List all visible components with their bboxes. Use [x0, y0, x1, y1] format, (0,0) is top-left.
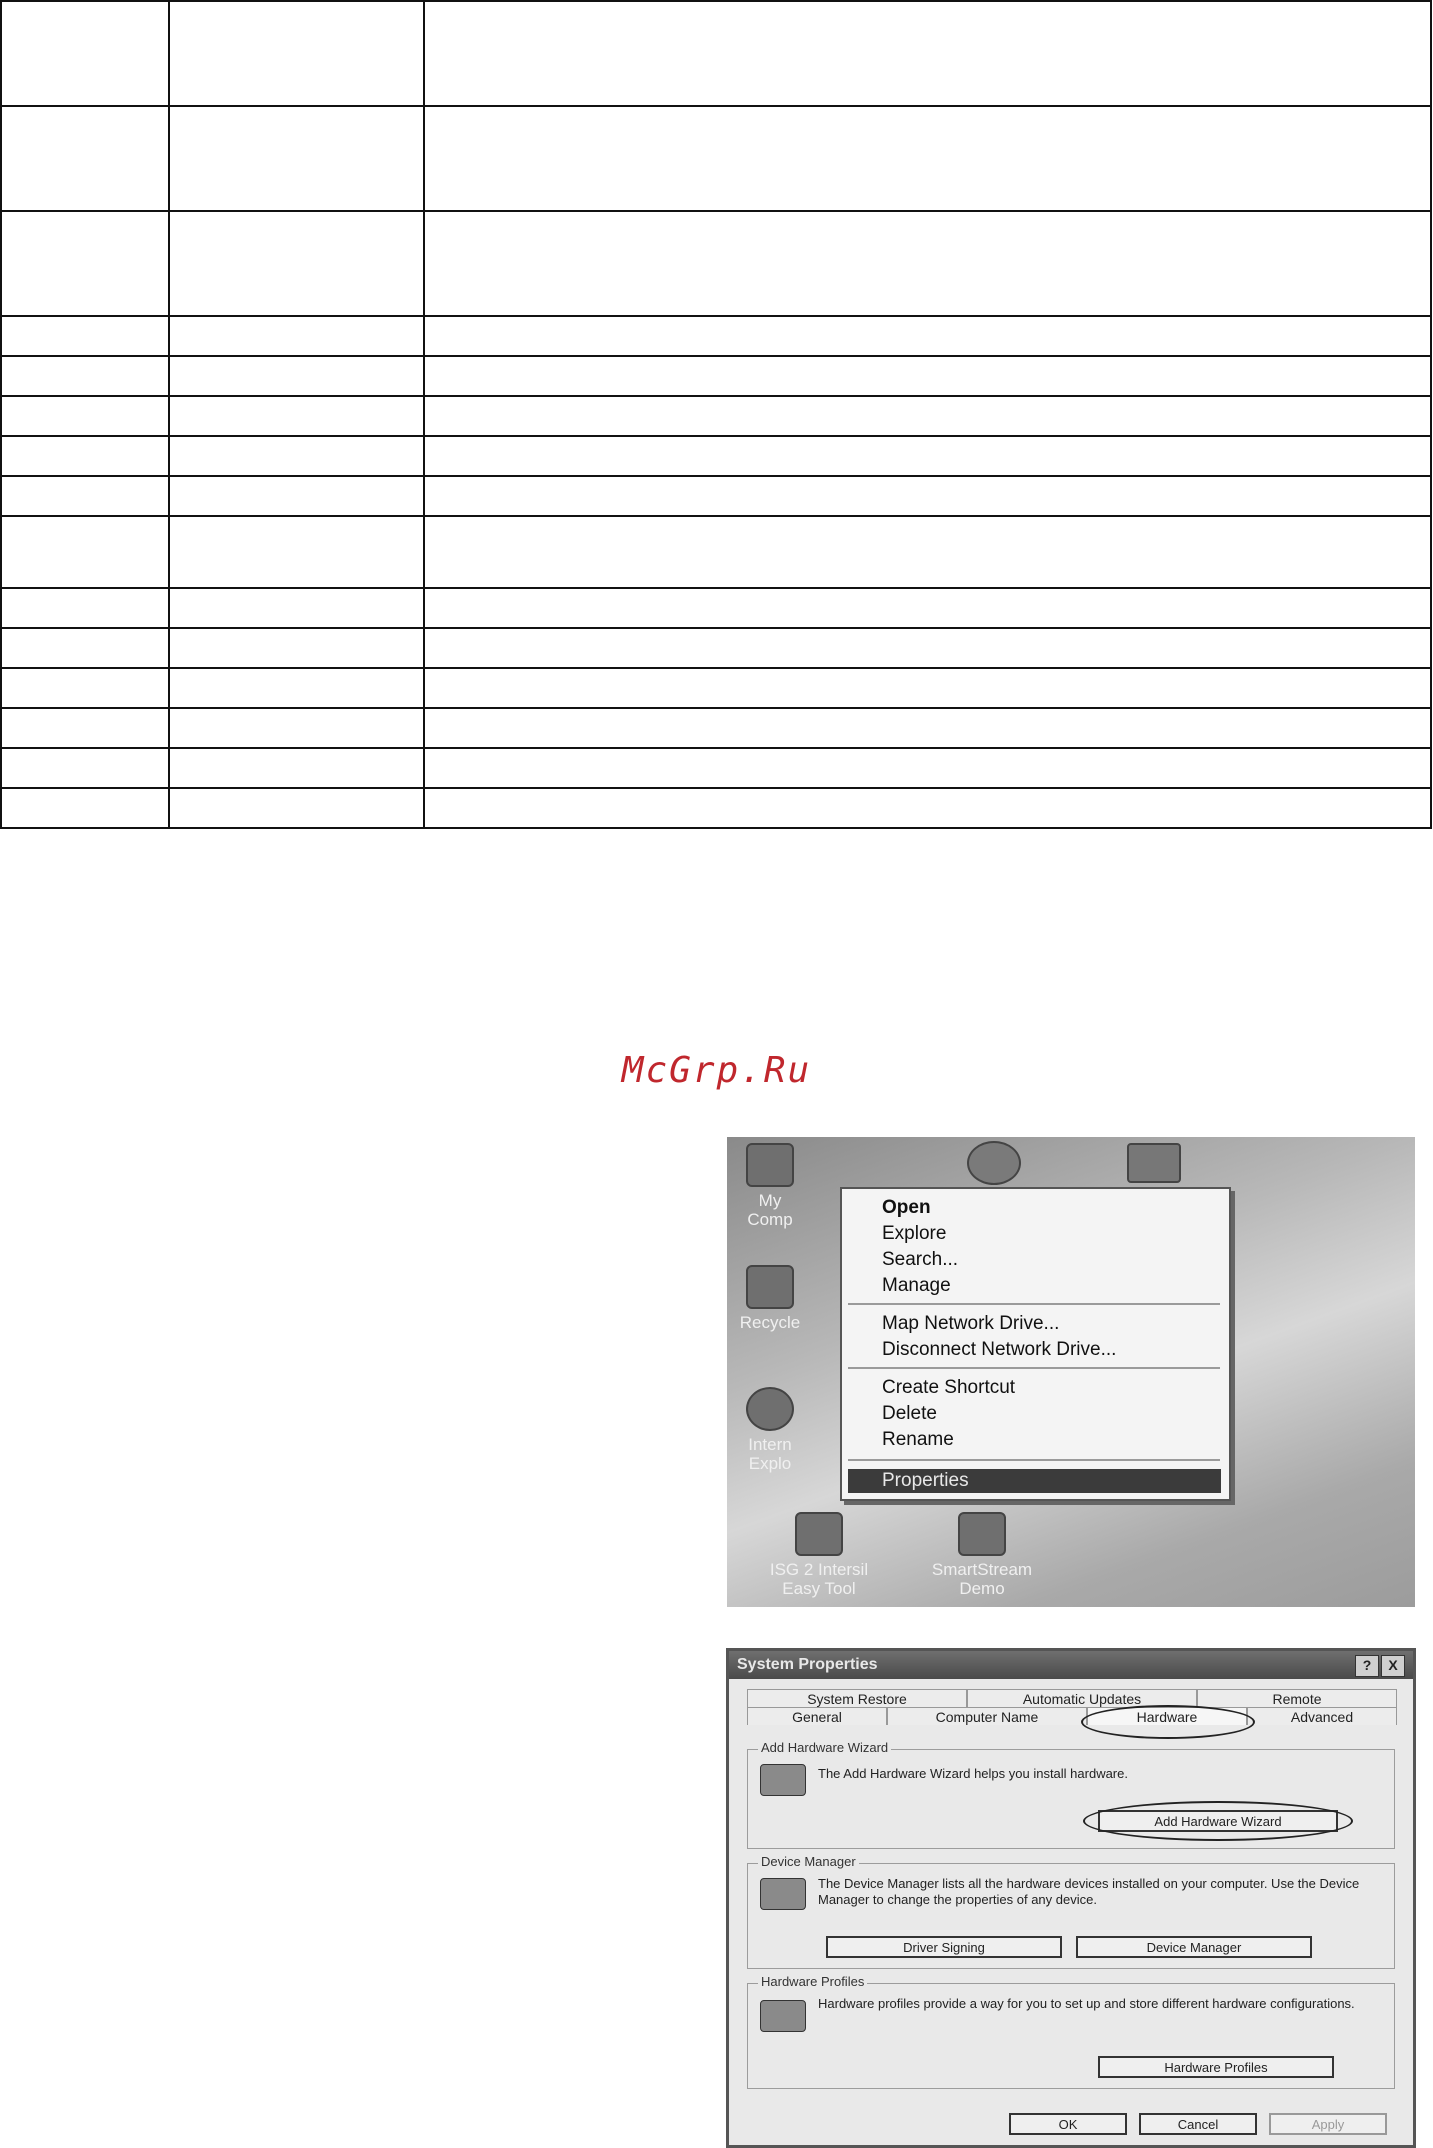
desktop-icon-label: ISG 2 Intersil Easy Tool	[769, 1560, 869, 1598]
context-menu	[840, 1187, 1231, 1501]
vaio-icon	[1127, 1143, 1181, 1183]
help-support-icon	[967, 1141, 1021, 1185]
add-hardware-wizard-button[interactable]: Add Hardware Wizard	[1098, 1810, 1338, 1832]
tab-remote[interactable]: Remote	[1197, 1689, 1397, 1707]
table-row	[1, 588, 1431, 628]
highlight-oval	[1083, 1801, 1353, 1841]
table-row	[1, 516, 1431, 588]
group-title: Hardware Profiles	[758, 1974, 867, 1989]
table-row	[1, 396, 1431, 436]
menu-item-properties[interactable]	[848, 1469, 1221, 1493]
table-row	[1, 211, 1431, 316]
globe-icon	[746, 1387, 794, 1431]
tab-computer-name[interactable]: Computer Name	[887, 1707, 1087, 1725]
table-row	[1, 708, 1431, 748]
device-manager-icon	[760, 1878, 806, 1910]
desktop-icon-label: SmartStream Demo	[931, 1560, 1033, 1598]
group-title: Device Manager	[758, 1854, 859, 1869]
device-manager-button[interactable]: Device Manager	[1076, 1936, 1312, 1958]
tab-hardware[interactable]: Hardware	[1087, 1707, 1247, 1725]
tab-advanced[interactable]: Advanced	[1247, 1707, 1397, 1725]
menu-item-rename[interactable]: Rename	[882, 1429, 954, 1450]
menu-item-search[interactable]: Search...	[882, 1249, 959, 1270]
close-button[interactable]: X	[1381, 1655, 1405, 1677]
ok-button[interactable]: OK	[1009, 2113, 1127, 2135]
apply-button[interactable]: Apply	[1269, 2113, 1387, 2135]
add-hardware-group	[747, 1740, 1395, 1849]
recycle-bin-icon[interactable]	[735, 1265, 805, 1332]
table-row	[1, 788, 1431, 828]
menu-separator	[848, 1303, 1220, 1305]
my-computer-icon[interactable]	[735, 1143, 805, 1229]
menu-item-explore[interactable]: Explore	[882, 1223, 947, 1244]
cancel-button[interactable]: Cancel	[1139, 2113, 1257, 2135]
table-row	[1, 356, 1431, 396]
desktop-icon-label: Intern Explo	[748, 1435, 792, 1473]
table-row	[1, 316, 1431, 356]
group-title: Add Hardware Wizard	[758, 1740, 891, 1755]
shortcut-icon	[958, 1512, 1006, 1556]
tab-system-restore[interactable]: System Restore	[747, 1689, 967, 1707]
menu-item-properties-label: Properties	[882, 1470, 969, 1491]
table-row	[1, 668, 1431, 708]
hardware-profiles-description: Hardware profiles provide a way for you to set up and store different hardware configurations.	[818, 1996, 1355, 2011]
computer-icon	[746, 1143, 794, 1187]
menu-item-manage[interactable]: Manage	[882, 1275, 951, 1296]
menu-separator	[848, 1367, 1220, 1369]
shortcut-icon	[795, 1512, 843, 1556]
hardware-profiles-icon	[760, 2000, 806, 2032]
device-manager-description: The Device Manager lists all the hardware devices installed on your computer. Use the Device Manager to change the properties of any device.	[818, 1876, 1360, 1907]
menu-item-create-shortcut[interactable]: Create Shortcut	[882, 1377, 1016, 1398]
empty-table	[0, 0, 1432, 829]
menu-item-open[interactable]: Open	[882, 1197, 931, 1218]
internet-explorer-icon[interactable]	[735, 1387, 805, 1473]
desktop-icon-label: My Comp	[747, 1191, 793, 1229]
easy-tool-shortcut-icon[interactable]	[749, 1512, 889, 1598]
table-row	[1, 436, 1431, 476]
menu-separator	[848, 1459, 1220, 1461]
table-row	[1, 1, 1431, 106]
table-row	[1, 748, 1431, 788]
dialog-title-bar	[729, 1651, 1413, 1679]
smartstream-shortcut-icon[interactable]	[927, 1512, 1037, 1598]
add-hardware-description: The Add Hardware Wizard helps you install hardware.	[818, 1766, 1128, 1781]
driver-signing-button[interactable]: Driver Signing	[826, 1936, 1062, 1958]
system-properties-dialog	[726, 1648, 1416, 2148]
highlight-oval	[1081, 1705, 1255, 1739]
table-row	[1, 106, 1431, 211]
watermark-text: McGrp.Ru	[621, 1050, 812, 1091]
desktop-screenshot	[727, 1137, 1415, 1607]
help-button[interactable]: ?	[1355, 1655, 1379, 1677]
hardware-profiles-group	[747, 1974, 1395, 2089]
recycle-bin-graphic	[746, 1265, 794, 1309]
desktop-icon-label: Recycle	[739, 1313, 801, 1332]
add-hardware-icon	[760, 1764, 806, 1796]
menu-item-disconnect-network-drive[interactable]: Disconnect Network Drive...	[882, 1339, 1117, 1360]
menu-item-map-network-drive[interactable]: Map Network Drive...	[882, 1313, 1060, 1334]
menu-item-delete[interactable]: Delete	[882, 1403, 937, 1424]
hardware-profiles-button[interactable]: Hardware Profiles	[1098, 2056, 1334, 2078]
tab-automatic-updates[interactable]: Automatic Updates	[967, 1689, 1197, 1707]
dialog-title: System Properties	[737, 1656, 878, 1673]
table-row	[1, 476, 1431, 516]
device-manager-group	[747, 1854, 1395, 1969]
tab-general[interactable]: General	[747, 1707, 887, 1725]
table-row	[1, 628, 1431, 668]
